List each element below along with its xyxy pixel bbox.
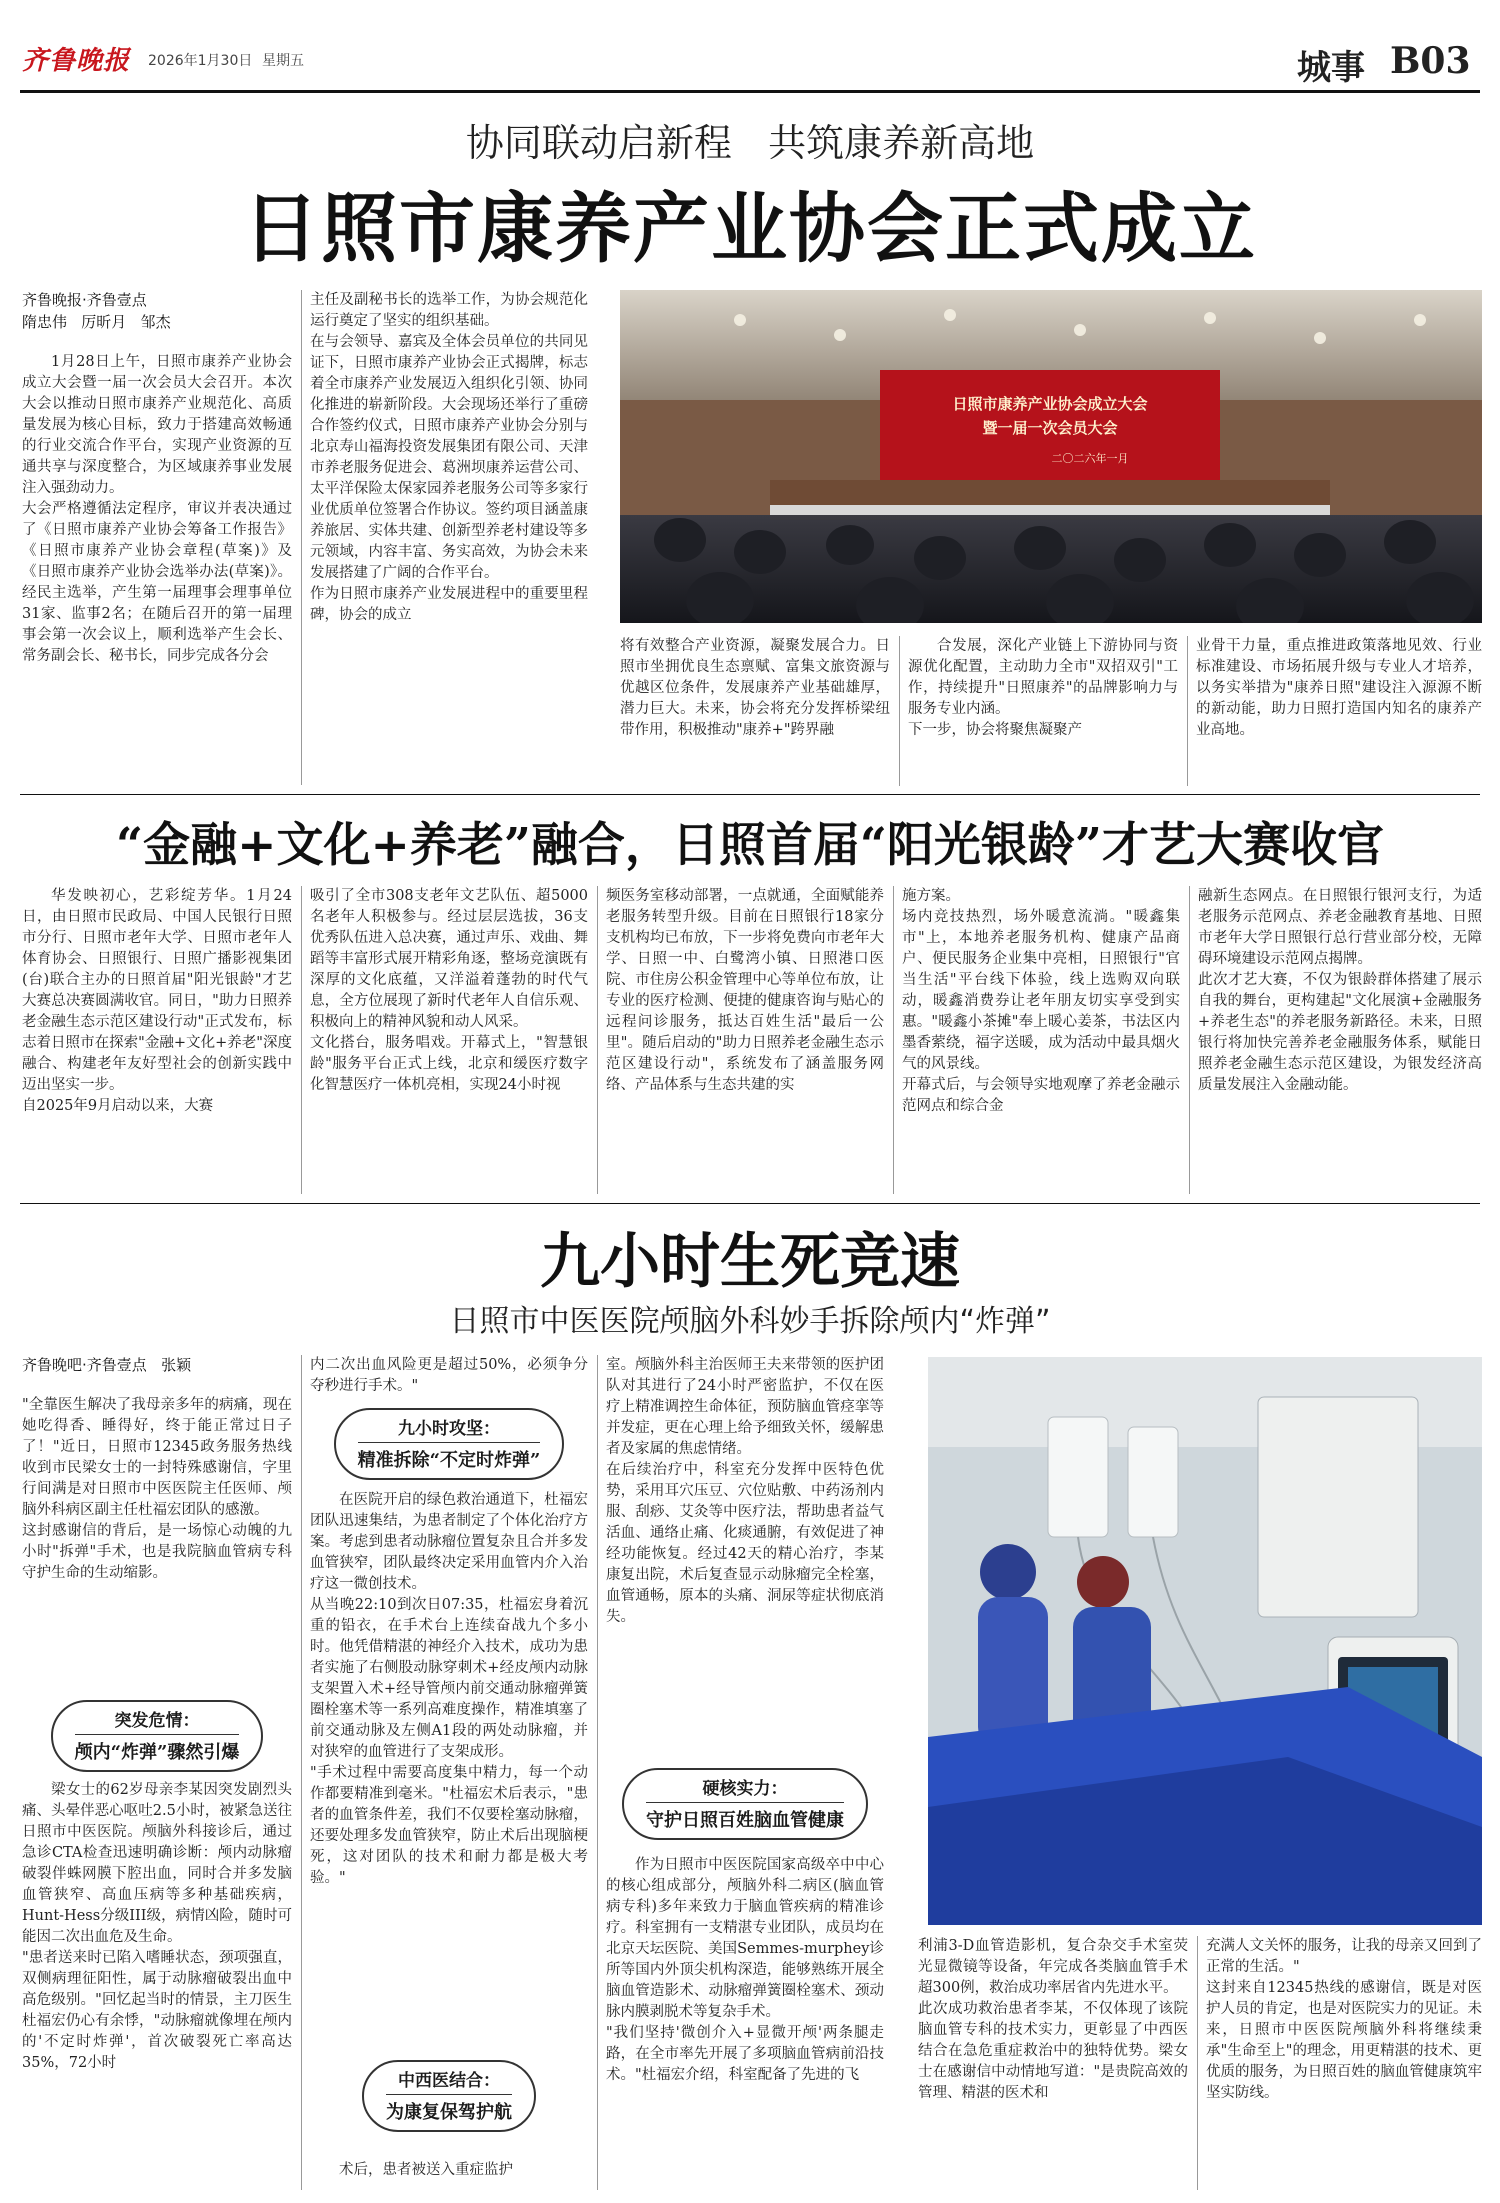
story-divider: [20, 1203, 1480, 1204]
subheading-label: 硬核实力：: [702, 1779, 788, 1799]
column-divider: [899, 636, 900, 786]
operating-room-illustration: [928, 1357, 1482, 1925]
story1-col1-text: 1月28日上午，日照市康养产业协会成立大会暨一届一次会员大会召开。本次大会以推动日照市康养产业规范化、高质量发展为核心目标，致力于搭建高效畅通的行业交流合作平台，实现产业资源的互通共享与深度整合，为区域康养事业发展注入强劲动力。 大会严格遵循法定程序，审议并表决通过了《日照市康养产业协会筹备工作报告》《日照市康养产业协会章程(草案)》及《日照市康养产业协会选举办法(草案)》。经民主选举，产生第一届理事会理事单位31家、监事2名；在随后召开的第一届理事会第一次会议上，顺利选举产生会长、常务副会长、秘书长，同步完成各分会: [22, 354, 292, 664]
column-divider: [597, 1355, 598, 2190]
story2-col3-text: 频医务室移动部署，一点就通，全面赋能养老服务转型升级。目前在日照银行18家分支机构均已布放，下一步将免费向市老年大学、日照一中、白鹭湾小镇、日照港口医院、市住房公积金管理中心等单位布放，让专业的医疗检测、便捷的健康咨询与贴心的远程问诊服务，抵达百姓生活"最后一公里"。随后启动的"助力日照养老金融生态示范区建设行动"，系统发布了涵盖服务网络、产品体系与生态共建的实: [606, 888, 884, 1093]
subheading-hard-power: [606, 1768, 884, 1840]
subheading-sudden-crisis: [22, 1700, 292, 1772]
issue-date: 2026年1月30日: [148, 53, 253, 69]
story1-column-3: [620, 636, 890, 786]
story1-col3-text: 将有效整合产业资源，凝聚发展合力。日照市坐拥优良生态禀赋、富集文旅资源与优越区位条件，发展康养产业基础雄厚，潜力巨大。未来，协会将充分发挥桥梁纽带作用，积极推动"康养+"跨界融: [620, 638, 890, 738]
column-divider: [1197, 1936, 1198, 2190]
column-divider: [1189, 886, 1190, 1194]
column-divider: [597, 886, 598, 1194]
story3-subhead: 日照市中医医院颅脑外科妙手拆除颅内“炸弹”: [449, 1304, 1051, 1339]
subheading-title: 颅内“炸弹”骤然引爆: [75, 1734, 240, 1764]
story1-column-1: [22, 352, 292, 787]
story1-col2-text: 主任及副秘书长的选举工作，为协会规范化运行奠定了坚实的组织基础。 在与会领导、嘉宾及全体会员单位的共同见证下，日照市康养产业协会正式揭牌，标志着全市康养产业发展迈入组织化引领、协同化推进的崭新阶段。大会现场还举行了重磅合作签约仪式，日照市康养产业协会分别与北京寿山福海投资发展集团有限公司、天津市养老服务促进会、葛洲坝康养运营公司、太平洋保险太保家园养老服务公司等多家行业优质单位签署合作协议。签约项目涵盖康养旅居、实体共建、创新型养老村建设等多元领域，内容丰富、务实高效，为协会未来发展搭建了广阔的合作平台。 作为日照市康养产业发展进程中的重要里程碑，协会的成立: [310, 292, 588, 623]
story3-column-1b: [22, 1780, 292, 2190]
issue-weekday: 星期五: [262, 53, 304, 69]
conference-photo: [620, 290, 1482, 623]
section-name: 城事: [1297, 48, 1365, 88]
story3-byline: 齐鲁晚吧·齐鲁壹点 张颖: [22, 1356, 192, 1374]
page-number: B03: [1390, 40, 1471, 82]
story3-col3b-text: 作为日照市中医医院国家高级卒中中心的核心组成部分，颅脑外科二病区(脑血管病专科)多年来致力于脑血管疾病的精准诊疗。科室拥有一支精湛专业团队，成员均在北京天坛医院、美国Semmes-murphey诊所等国内外顶尖机构深造，能够熟练开展全脑血管造影术、动脉瘤弹簧圈栓塞术、颈动脉内膜剥脱术等复杂手术。 "我们坚持'微创介入+显微开颅'两条腿走路，在全市率先开展了多项脑血管病前沿技术。"杜福宏介绍，科室配备了先进的飞: [606, 1857, 884, 2083]
story1-column-5: [1196, 636, 1482, 786]
story3-column-2b: [310, 1490, 588, 2035]
column-divider: [893, 886, 894, 1194]
masthead-logo: 齐鲁晚报: [22, 46, 131, 76]
story1-col4-text: 合发展，深化产业链上下游协同与资源优化配置，主动助力全市"双招双引"工作，持续提升"日照康养"的品牌影响力与服务专业内涵。 下一步，协会将聚焦凝聚产: [908, 638, 1178, 738]
surgery-photo: [928, 1357, 1482, 1925]
header-rule: [20, 90, 1480, 93]
story1-byline-source: 齐鲁晚报·齐鲁壹点: [22, 291, 147, 309]
subheading-label: 九小时攻坚：: [398, 1419, 500, 1439]
subheading-label: 中西医结合：: [398, 2071, 500, 2091]
story2-column-2: [310, 886, 588, 1194]
story2-column-4: [902, 886, 1180, 1194]
subheading-label: 突发危情：: [114, 1711, 200, 1731]
story3-col2b-text: 在医院开启的绿色救治通道下，杜福宏团队迅速集结，为患者制定了个体化治疗方案。考虑到患者动脉瘤位置复杂且合并多发血管狭窄，团队最终决定采用血管内介入治疗这一微创技术。 从当晚22:10到次日07:35，杜福宏身着沉重的铅衣，在手术台上连续奋战九个多小时。他凭借精湛的神经介入技术，成功为患者实施了右侧股动脉穿刺术+经皮颅内动脉支架置入术+经导管颅内前交通动脉瘤弹簧圈栓塞术等一系列高难度操作，精准填塞了前交通动脉及左侧A1段的两处动脉瘤，并对狭窄的血管进行了支架成形。 "手术过程中需要高度集中精力，每一个动作都要精准到毫米。"杜福宏术后表示，"患者的血管条件差，我们不仅要栓塞动脉瘤，还要处理多发血管狭窄，防止术后出现脑梗死，这对团队的技术和耐力都是极大考验。": [310, 1492, 588, 1886]
story1-col5-text: 业骨干力量，重点推进政策落地见效、行业标准建设、市场拓展升级与专业人才培养，以务实举措为"康养日照"建设注入源源不断的新动能，助力日照打造国内知名的康养产业高地。: [1196, 638, 1482, 738]
story3-col5-text: 充满人文关怀的服务，让我的母亲又回到了正常的生活。" 这封来自12345热线的感谢信，既是对医护人员的肯定，也是对医院实力的见证。未来，日照市中医医院颅脑外科将继续秉承"生命至上"的理念，用更精湛的技术、更优质的服务，为日照百姓的脑血管健康筑牢坚实防线。: [1206, 1938, 1482, 2101]
story3-col2a-text: 内二次出血风险更是超过50%，必须争分夺秒进行手术。": [310, 1357, 588, 1394]
banner-line1: 日照市康养产业协会成立大会: [952, 395, 1148, 413]
story2-column-5: [1198, 886, 1482, 1194]
story3-column-2c: [310, 2160, 588, 2190]
story1-kicker: 协同联动启新程 共筑康养新高地: [465, 121, 1035, 165]
banner-line2: 暨一届一次会员大会: [982, 419, 1118, 437]
story1-column-4: [908, 636, 1178, 786]
story3-column-2a: [310, 1355, 588, 1400]
column-divider: [301, 886, 302, 1194]
column-divider: [301, 1355, 302, 2190]
story2-col5-text: 融新生态网点。在日照银行银河支行，为适老服务示范网点、养老金融教育基地、日照市老年大学日照银行总行营业部分校，无障碍环境建设示范网点揭牌。 此次才艺大赛，不仅为银龄群体搭建了展示自我的舞台，更构建起"文化展演+金融服务+养老生态"的养老服务新路径。未来，日照银行将加快完善养老金融服务体系，赋能日照养老金融生态示范区建设，为银发经济高质量发展注入金融动能。: [1198, 888, 1482, 1093]
subheading-nine-hour: [310, 1408, 588, 1480]
story1-headline: 日照市康养产业协会正式成立: [243, 184, 1257, 273]
story3-column-3a: [606, 1355, 884, 1755]
story3-col2c-text: 术后，患者被送入重症监护: [339, 2162, 513, 2178]
story3-column-5: [1206, 1936, 1482, 2190]
story3-col3a-text: 室。颅脑外科主治医师王夫来带领的医护团队对其进行了24小时严密监护，不仅在医疗上精准调控生命体征，预防脑血管痉挛等并发症，更在心理上给予细致关怀，缓解患者及家属的焦虑情绪。 在后续治疗中，科室充分发挥中医特色优势，采用耳穴压豆、穴位贴敷、中药汤剂内服、刮痧、艾灸等中医疗法，帮助患者益气活血、通络止痛、化痰通腑，有效促进了神经功能恢复。经过42天的精心治疗，李某康复出院，术后复查显示动脉瘤完全栓塞，血管通畅，原本的头痛、洞尿等症状彻底消失。: [606, 1357, 884, 1625]
story1-column-2: [310, 290, 588, 785]
story2-column-1: [22, 886, 292, 1194]
subheading-title: 为康复保驾护航: [386, 2094, 512, 2124]
story3-column-1a: [22, 1395, 292, 1700]
subheading-tcm-western: [310, 2060, 588, 2132]
banner-line3: 二〇二六年一月: [1051, 452, 1129, 465]
story1-byline-authors: 隋忠伟 厉昕月 邹杰: [22, 313, 171, 331]
column-divider: [301, 290, 302, 785]
column-divider: [1187, 636, 1188, 786]
story2-col1-text: 华发映初心，艺彩绽芳华。1月24日，由日照市民政局、中国人民银行日照市分行、日照市老年大学、日照市老年人体育协会、日照银行、日照广播影视集团(台)联合主办的日照首届"阳光银龄"才艺大赛总决赛圆满收官。同日，"助力日照养老金融生态示范区建设行动"正式发布，标志着日照市在探索"金融+文化+养老"深度融合、构建老年友好型社会的创新实践中迈出坚实一步。 自2025年9月启动以来，大赛: [22, 888, 292, 1114]
story2-col4-text: 施方案。 场内竞技热烈，场外暖意流淌。"暖鑫集市"上，本地养老服务机构、健康产品商户、便民服务企业集中亮相，日照银行"官当生活"平台线下体验，线上选购双向联动，暖鑫消费券让老年朋友切实享受到实惠。"暖鑫小茶摊"奉上暖心姜茶，书法区内墨香萦绕，福字送暖，成为活动中最具烟火气的风景线。 开幕式后，与会领导实地观摩了养老金融示范网点和综合金: [902, 888, 1180, 1114]
story3-headline: 九小时生死竞速: [540, 1227, 960, 1297]
subheading-title: 精准拆除“不定时炸弹”: [358, 1442, 541, 1472]
story3-column-3b: [606, 1855, 884, 2190]
story2-headline: “金融+文化+养老”融合，日照首届“阳光银龄”才艺大赛收官: [116, 818, 1384, 873]
story3-col1b-text: 梁女士的62岁母亲李某因突发剧烈头痛、头晕伴恶心呕吐2.5小时，被紧急送往日照市中医医院。颅脑外科接诊后，通过急诊CTA检查迅速明确诊断：颅内动脉瘤破裂伴蛛网膜下腔出血，同时合并多发脑血管狭窄、高血压病等多种基础疾病，Hunt-Hess分级III级，病情凶险，随时可能因二次出血危及生命。 "患者送来时已陷入嗜睡状态，颈项强直，双侧病理征阳性，属于动脉瘤破裂出血中高危级别。"回忆起当时的情景，主刀医生杜福宏仍心有余悸，"动脉瘤就像埋在颅内的'不定时炸弹'，首次破裂死亡率高达35%，72小时: [22, 1782, 292, 2071]
subheading-title: 守护日照百姓脑血管健康: [646, 1802, 844, 1832]
story3-column-4: [918, 1936, 1188, 2190]
story2-col2-text: 吸引了全市308支老年文艺队伍、超5000名老年人积极参与。经过层层选拔，36支优秀队伍进入总决赛，通过声乐、戏曲、舞蹈等丰富形式展开精彩角逐，整场竞演既有深厚的文化底蕴，又洋溢着蓬勃的时代气息，全方位展现了新时代老年人自信乐观、积极向上的精神风貌和动人风采。 文化搭台，服务唱戏。开幕式上，"智慧银龄"服务平台正式上线，北京和缓医疗数字化智慧医疗一体机亮相，实现24小时视: [310, 888, 588, 1093]
story3-col4-text: 利浦3-D血管造影机，复合杂交手术室荧光显微镜等设备，年完成各类脑血管手术超300例，救治成功率居省内先进水平。 此次成功救治患者李某，不仅体现了该院脑血管专科的技术实力，更彰显了中西医结合在急危重症救治中的独特优势。梁女士在感谢信中动情地写道："是贵院高效的管理、精湛的医术和: [918, 1938, 1188, 2101]
story2-column-3: [606, 886, 884, 1194]
story3-col1a-text: "全靠医生解决了我母亲多年的病痛，现在她吃得香、睡得好，终于能正常过日子了！"近日，日照市12345政务服务热线收到市民梁女士的一封特殊感谢信，字里行间满是对日照市中医医院主任医师、颅脑外科病区副主任杜福宏团队的感激。 这封感谢信的背后，是一场惊心动魄的九小时"拆弹"手术，也是我院脑血管病专科守护生命的生动缩影。: [22, 1397, 292, 1581]
story-divider: [20, 794, 1480, 795]
